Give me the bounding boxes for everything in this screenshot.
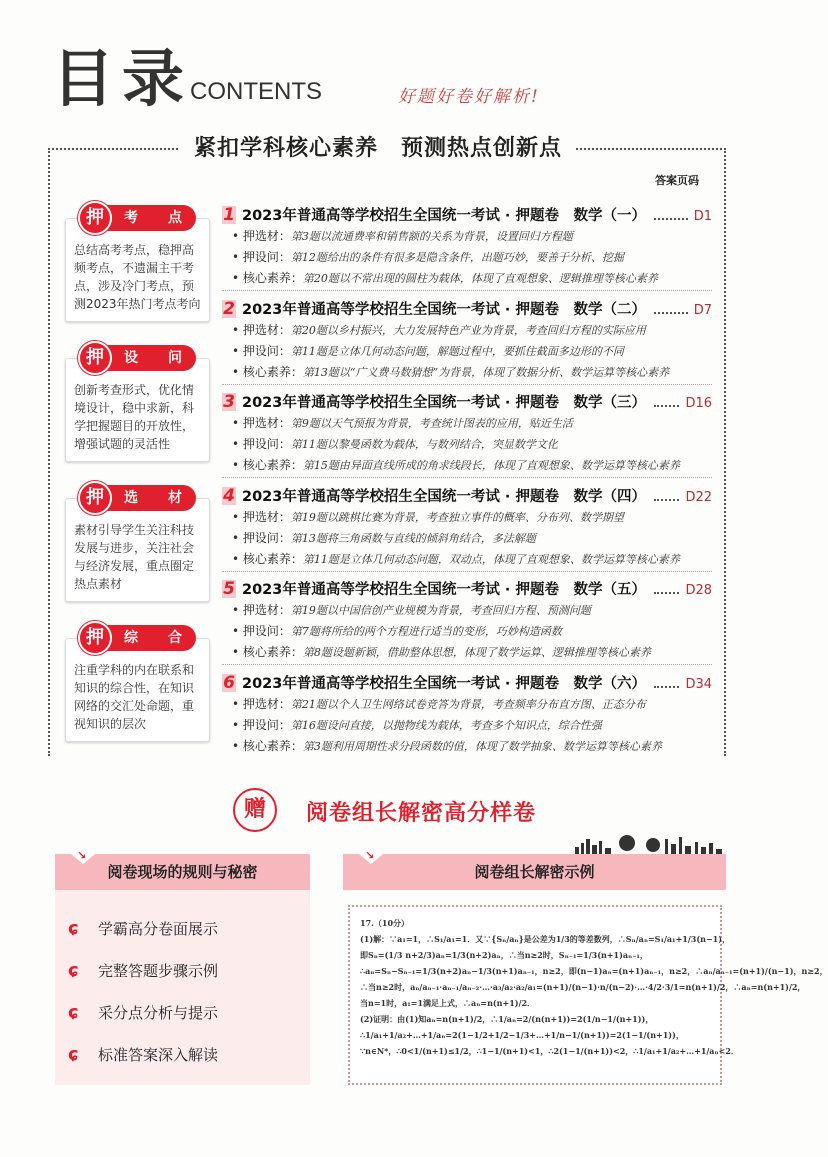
left-panel-header bbox=[55, 849, 310, 890]
entry-number: 3 bbox=[223, 392, 235, 412]
entry-bullet: • 核心素养：第3题利用周期性求分段函数的值，体现了数学抽象、数学运算等核心素养 bbox=[232, 738, 662, 753]
bullet-label: 押选材： bbox=[242, 509, 291, 524]
entry-bullet: • 押选材：第19题以中国信创产业规模为背景，考查回归方程、预测问题 bbox=[232, 603, 591, 617]
card-text: 创新考查形式，优化情境设计，稳中求新，科学把握题目的开放性，增强试题的灵活性 bbox=[74, 383, 195, 451]
sample-line: ∴aₙ=Sₙ−Sₙ₋₁=1/3(n+2)aₙ−1/3(n+1)aₙ₋₁，n≥2，即(n−1)aₙ=(n+1)aₙ₋₁，n≥2，∴aₙ/aₙ₋₁=(n+1)/(n−1)，n≥2， bbox=[360, 966, 828, 976]
bullet-label: 押选材： bbox=[242, 603, 291, 617]
feature-card bbox=[65, 487, 210, 602]
card-label-word: 考 bbox=[124, 210, 138, 226]
bullet-text: 第12题给出的条件有很多是隐含条件，出题巧妙，要善于分析、挖掘 bbox=[290, 251, 624, 264]
toc-entry[interactable] bbox=[222, 485, 712, 570]
feature-item-text: 标准答案深入解读 bbox=[98, 1046, 219, 1064]
bullet-label: 押设问： bbox=[242, 250, 291, 264]
entry-title[interactable]: 2023年普通高等学校招生全国统一考试 · 押题卷 数学（三） bbox=[242, 395, 646, 411]
leader-dots bbox=[654, 592, 679, 594]
entry-number: 1 bbox=[223, 205, 235, 225]
feature-card bbox=[65, 627, 210, 742]
feature-item-text: 完整答题步骤示例 bbox=[98, 962, 219, 980]
entry-divider bbox=[222, 384, 712, 385]
entry-number: 6 bbox=[223, 672, 235, 693]
card-label-prefix: 押 bbox=[78, 341, 112, 375]
entry-bullet: • 核心素养：第20题以不常出现的圆柱为载体，体现了直观想象、逻辑推理等核心素养 bbox=[232, 271, 658, 285]
entry-bullet: • 押选材：第3题以流通费率和销售额的关系为背景，设置回归方程题 bbox=[232, 229, 573, 243]
card-label-pill bbox=[84, 625, 196, 651]
entry-title[interactable]: 2023年普通高等学校招生全国统一考试 · 押题卷 数学（四） bbox=[242, 488, 646, 505]
bullet-text: 第21题以个人卫生网络试卷竞答为背景，考查频率分布直方图、正态分布 bbox=[290, 697, 646, 711]
bullet-text: 第9题以天气预报为背景，考查统计图表的应用，贴近生活 bbox=[290, 417, 573, 430]
entry-divider bbox=[222, 477, 712, 478]
toc-entry[interactable] bbox=[222, 391, 712, 476]
arrow-icon: ↘ bbox=[77, 849, 87, 862]
card-label-word: 问 bbox=[168, 350, 182, 366]
entry-bullet: • 核心素养：第13题以“广义费马数猜想”为背景，体现了数据分析、数学运算等核心素养 bbox=[232, 364, 670, 379]
bullet-label: 押选材： bbox=[242, 322, 291, 337]
entry-bullet: • 核心素养：第15题由异面直线所成的角求线段长，体现了直观想象、数学运算等核心素养 bbox=[232, 458, 680, 472]
sample-line: 即Sₙ=(1/3 n+2/3)aₙ=1/3(n+2)aₙ，∴当n≥2时，Sₙ₋₁=1/3(n+1)aₙ₋₁， bbox=[360, 950, 648, 960]
sample-line: ∵n∈N*，∴0<1/(n+1)≤1/2，∴1−1/(n+1)<1，∴2(1−1/(n+1))<2，∴1/a₁+1/a₂+…+1/aₙ<2． bbox=[360, 1046, 739, 1056]
entry-title[interactable]: 2023年普通高等学校招生全国统一考试 · 押题卷 数学（六） bbox=[242, 675, 646, 692]
bullet-text: 第15题由异面直线所成的角求线段长，体现了直观想象、数学运算等核心素养 bbox=[302, 459, 680, 472]
bullet-text: 第13题以“广义费马数猜想”为背景，体现了数据分析、数学运算等核心素养 bbox=[302, 365, 670, 379]
answer-page-label: 答案页码 bbox=[655, 174, 699, 187]
bullet-label: 核心素养： bbox=[242, 551, 303, 566]
entry-title[interactable]: 2023年普通高等学校招生全国统一考试 · 押题卷 数学（二） bbox=[242, 301, 646, 318]
bullet-swirl-icon: ɕ bbox=[68, 1002, 79, 1023]
bullet-label: 押选材： bbox=[242, 696, 291, 711]
page-subtitle: CONTENTS bbox=[190, 78, 322, 105]
entry-bullet: • 押设问：第16题设问直接，以抛物线为载体，考查多个知识点，综合性强 bbox=[232, 717, 602, 732]
sample-answer-image bbox=[348, 905, 828, 1085]
bullet-swirl-icon: ɕ bbox=[68, 918, 79, 939]
bullet-label: 核心素养： bbox=[242, 645, 303, 659]
gift-badge: 赠 bbox=[233, 788, 277, 832]
entry-divider bbox=[222, 290, 712, 291]
bullet-text: 第13题将三角函数与直线的倾斜角结合，多法解题 bbox=[290, 531, 536, 545]
feature-item bbox=[68, 1002, 218, 1023]
leader-dots bbox=[654, 405, 679, 407]
right-panel-header bbox=[343, 849, 726, 890]
bullet-text: 第11题以黎曼函数为载体，与数列结合，突显数学文化 bbox=[290, 438, 558, 451]
entry-bullet: • 押设问：第11题是立体几何动态问题，解题过程中，要抓住截面多边形的不同 bbox=[232, 343, 624, 358]
bullet-label: 押设问： bbox=[242, 437, 291, 451]
entry-bullet: • 押设问：第11题以黎曼函数为载体，与数列结合，突显数学文化 bbox=[232, 437, 558, 451]
entry-bullet: • 核心素养：第11题是立体几何动态问题，双动点，体现了直观想象、数学运算等核心素养 bbox=[232, 551, 680, 566]
card-text: 素材引导学生关注科技发展与进步，关注社会与经济发展，重点圈定热点素材 bbox=[74, 523, 195, 591]
entry-title[interactable]: 2023年普通高等学校招生全国统一考试 · 押题卷 数学（五） bbox=[242, 582, 646, 598]
page-title: 目录 bbox=[52, 42, 193, 115]
feature-item bbox=[68, 918, 218, 939]
feature-item-text: 学霸高分卷面展示 bbox=[98, 920, 219, 938]
bullet-label: 押设问： bbox=[242, 717, 291, 732]
bullet-label: 核心素养： bbox=[242, 364, 303, 379]
entry-divider bbox=[222, 664, 712, 665]
card-label-word: 点 bbox=[168, 210, 182, 226]
entry-bullet: • 押设问：第12题给出的条件有很多是隐含条件，出题巧妙，要善于分析、挖掘 bbox=[232, 250, 624, 264]
bullet-label: 核心素养： bbox=[242, 271, 303, 285]
entry-bullet: • 押选材：第19题以跳棋比赛为背景，考查独立事件的概率、分布列、数学期望 bbox=[232, 509, 624, 524]
toc-entry[interactable] bbox=[222, 204, 712, 289]
right-panel-title: 阅卷组长解密示例 bbox=[474, 863, 595, 881]
bullet-text: 第3题以流通费率和销售额的关系为背景，设置回归方程题 bbox=[290, 230, 573, 243]
entry-number: 2 bbox=[223, 298, 235, 319]
card-label-word: 综 bbox=[124, 630, 138, 646]
card-label-prefix: 押 bbox=[78, 621, 112, 655]
toc-entry[interactable] bbox=[222, 672, 712, 757]
bullet-swirl-icon: ɕ bbox=[68, 960, 79, 981]
leader-dots bbox=[654, 312, 688, 314]
card-label-pill bbox=[84, 485, 196, 511]
gift-title: 阅卷组长解密高分样卷 bbox=[306, 801, 537, 826]
sample-line: (2)证明：由(1)知aₙ=n(n+1)/2，∴1/aₙ=2/(n(n+1))=2(1/n−1/(n+1))， bbox=[360, 1014, 654, 1024]
toc-entry[interactable] bbox=[222, 578, 712, 663]
sample-line: 当n=1时，a₁=1满足上式，∴aₙ=n(n+1)/2． bbox=[360, 998, 536, 1008]
entry-divider bbox=[222, 571, 712, 572]
card-text: 注重学科的内在联系和知识的综合性，在知识网络的交汇处命题，重视知识的层次 bbox=[74, 663, 195, 731]
bullet-label: 核心素养： bbox=[242, 458, 303, 472]
card-label-word: 设 bbox=[124, 350, 138, 366]
bullet-text: 第7题将所给的两个方程进行适当的变形，巧妙构造函数 bbox=[290, 625, 562, 638]
bullet-text: 第19题以中国信创产业规模为背景，考查回归方程、预测问题 bbox=[290, 604, 591, 617]
entry-number: 5 bbox=[223, 579, 235, 599]
card-text: 总结高考考点，稳押高频考点，不遗漏主干考点，涉及冷门考点，预测2023年热门考点考向 bbox=[74, 243, 201, 311]
entry-bullet: • 核心素养：第8题设题新颖，借助整体思想，体现了数学运算、逻辑推理等核心素养 bbox=[232, 645, 651, 659]
arrow-icon: ↘ bbox=[365, 849, 375, 862]
entry-bullet: • 押选材：第20题以乡村振兴，大力发展特色产业为背景，考查回归方程的实际应用 bbox=[232, 322, 646, 337]
entry-page[interactable]: D22 bbox=[685, 489, 712, 505]
bullet-label: 押设问： bbox=[242, 624, 291, 638]
bullet-label: 押设问： bbox=[242, 530, 291, 545]
bullet-label: 押选材： bbox=[242, 416, 291, 430]
slogan: 好题好卷好解析! bbox=[398, 87, 540, 107]
entry-page[interactable]: D1 bbox=[693, 209, 712, 224]
bullet-text: 第19题以跳棋比赛为背景，考查独立事件的概率、分布列、数学期望 bbox=[290, 510, 624, 524]
entry-number: 4 bbox=[223, 485, 235, 506]
entry-page[interactable]: D16 bbox=[685, 396, 712, 411]
card-label-word: 材 bbox=[168, 490, 182, 506]
bullet-text: 第11题是立体几何动态问题，解题过程中，要抓住截面多边形的不同 bbox=[290, 344, 624, 358]
entry-page[interactable]: D34 bbox=[685, 676, 712, 692]
feature-card bbox=[65, 207, 210, 322]
entry-bullet: • 押选材：第9题以天气预报为背景，考查统计图表的应用，贴近生活 bbox=[232, 416, 573, 430]
card-label-prefix: 押 bbox=[78, 481, 112, 515]
bullet-label: 押设问： bbox=[242, 343, 291, 358]
card-label-pill bbox=[84, 345, 196, 371]
bullet-text: 第16题设问直接，以抛物线为载体，考查多个知识点，综合性强 bbox=[290, 718, 602, 732]
entry-bullet: • 押设问：第7题将所给的两个方程进行适当的变形，巧妙构造函数 bbox=[232, 624, 562, 638]
sample-heading: 17.（10分） bbox=[360, 918, 410, 928]
leader-dots bbox=[654, 218, 688, 220]
bullet-text: 第20题以乡村振兴，大力发展特色产业为背景，考查回归方程的实际应用 bbox=[290, 323, 646, 337]
feature-item-text: 采分点分析与提示 bbox=[98, 1004, 219, 1022]
card-label-prefix: 押 bbox=[78, 201, 112, 235]
card-label-word: 选 bbox=[124, 490, 138, 506]
section-title: 紧扣学科核心素养 预测热点创新点 bbox=[180, 131, 576, 162]
entry-bullet: • 押设问：第13题将三角函数与直线的倾斜角结合，多法解题 bbox=[232, 530, 536, 545]
bullet-swirl-icon: ɕ bbox=[68, 1044, 79, 1065]
sample-line: ∴1/a₁+1/a₂+…+1/aₙ=2(1−1/2+1/2−1/3+…+1/n−1/(n+1))=2(1−1/(n+1))， bbox=[360, 1030, 684, 1040]
leader-dots bbox=[654, 686, 679, 688]
card-label-word: 合 bbox=[168, 630, 182, 646]
bullet-text: 第8题设题新颖，借助整体思想，体现了数学运算、逻辑推理等核心素养 bbox=[302, 646, 651, 659]
sample-line: (1)解：∵a₁=1，∴S₁/a₁=1．又∵{Sₙ/aₙ}是公差为1/3的等差数列，∴Sₙ/aₙ=S₁/a₁+1/3(n−1)， bbox=[360, 934, 730, 944]
sample-line: ∴当n≥2时，aₙ/aₙ₋₁·aₙ₋₁/aₙ₋₂·…·a₃/a₂·a₂/a₁=(n+1)/(n−1)·n/(n−2)·…·4/2·3/1=n(n+1)/2，∴aₙ=n(n+1)/2， bbox=[360, 982, 806, 992]
bullet-label: 押选材： bbox=[242, 229, 291, 243]
entry-page[interactable]: D28 bbox=[685, 583, 712, 598]
entry-page[interactable]: D7 bbox=[693, 302, 712, 318]
bullet-text: 第20题以不常出现的圆柱为载体，体现了直观想象、逻辑推理等核心素养 bbox=[302, 272, 658, 285]
toc-entry[interactable] bbox=[222, 298, 712, 383]
bullet-label: 核心素养： bbox=[242, 738, 303, 753]
card-label-pill bbox=[84, 205, 196, 231]
leader-dots bbox=[654, 499, 679, 501]
bullet-text: 第11题是立体几何动态问题，双动点，体现了直观想象、数学运算等核心素养 bbox=[302, 552, 680, 566]
feature-item bbox=[68, 960, 218, 981]
entry-title[interactable]: 2023年普通高等学校招生全国统一考试 · 押题卷 数学（一） bbox=[242, 208, 646, 224]
left-panel-title: 阅卷现场的规则与秘密 bbox=[107, 863, 258, 881]
entry-bullet: • 押选材：第21题以个人卫生网络试卷竞答为背景，考查频率分布直方图、正态分布 bbox=[232, 696, 646, 711]
feature-card bbox=[65, 347, 210, 462]
bullet-text: 第3题利用周期性求分段函数的值，体现了数学抽象、数学运算等核心素养 bbox=[302, 739, 662, 753]
feature-item bbox=[68, 1044, 218, 1065]
city-skyline-decoration bbox=[575, 833, 725, 855]
